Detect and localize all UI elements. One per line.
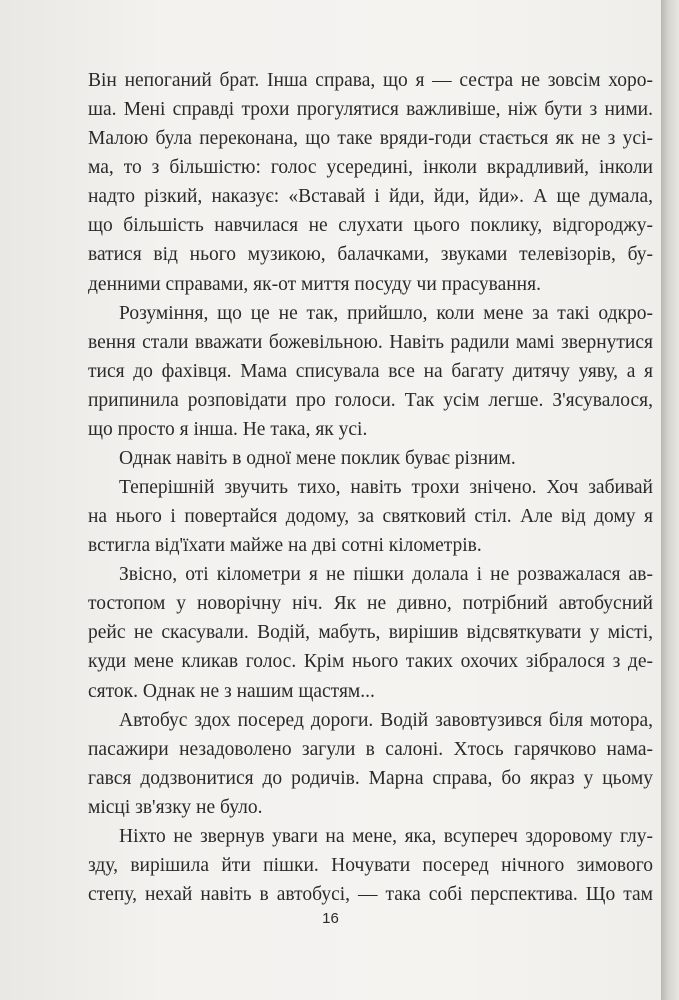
- text-line: Однак навіть в одної мене поклик буває різним.: [119, 448, 516, 469]
- text-line: денними справами, як-от миття посуду чи прасування.: [88, 274, 541, 295]
- text-line: місці зв'язку не було.: [88, 797, 263, 818]
- text-line: степу, нехай навіть в автобусі, — така собі перспектива. Що там: [88, 884, 653, 905]
- text-line: надто різкий, наказує: «Вставай і йди, йди, йди». А ще думала,: [88, 186, 653, 207]
- text-line: Розуміння, що це не так, прийшло, коли мене за такі одкро-: [119, 303, 653, 324]
- text-line: ватися від нього музикою, балачками, звуками телевізорів, бу-: [88, 244, 653, 265]
- text-line: що просто я інша. Не така, як усі.: [88, 419, 368, 440]
- text-line: тостопом у новорічну ніч. Як не дивно, потрібний автобусний: [88, 593, 653, 614]
- text-line: сяток. Однак не з нашим щастям...: [88, 681, 375, 702]
- text-line: ша. Мені справді трохи прогулятися важливіше, ніж бути з ними.: [88, 99, 653, 120]
- text-line: рейс не скасували. Водій, мабуть, вирішив відсвяткувати у місті,: [88, 622, 653, 643]
- text-line: ма, то з більшістю: голос усередині, інколи вкрадливий, інколи: [88, 157, 653, 178]
- text-line: Малою була переконана, що таке вряди-годи стається як не з усі-: [88, 128, 653, 149]
- text-line: куди мене кликав голос. Крім нього таких охочих зібралося з де-: [88, 651, 653, 672]
- text-line: Звісно, оті кілометри я не пішки долала і не розважалася ав-: [119, 564, 653, 585]
- text-line: тися до фахівця. Мама списувала все на багату дитячу уяву, а я: [88, 361, 653, 382]
- text-line: пасажири незадоволено загули в салоні. Хтось гарячково нама-: [88, 739, 653, 760]
- text-line: що більшість навчилася не слухати цього поклику, відгороджу-: [88, 215, 653, 236]
- text-line: на нього і повертайся додому, за святковий стіл. Але від дому я: [88, 506, 653, 527]
- page-number: 16: [322, 910, 339, 927]
- text-line: Теперішній звучить тихо, навіть трохи знічено. Хоч забивай: [119, 477, 653, 498]
- text-line: Він непоганий брат. Інша справа, що я — сестра не зовсім хоро-: [88, 70, 653, 91]
- text-line: Автобус здох посеред дороги. Водій завовтузився біля мотора,: [119, 710, 653, 731]
- text-line: встигла від'їхати майже на дві сотні кілометрів.: [88, 535, 482, 556]
- text-line: гався додзвонитися до родичів. Марна справа, бо якраз у цьому: [88, 768, 653, 789]
- text-line: вення стали вважати божевільною. Навіть радили мамі звернутися: [88, 332, 653, 353]
- text-line: Ніхто не звернув уваги на мене, яка, всупереч здоровому глу-: [119, 826, 653, 847]
- page-edge: [661, 0, 679, 1000]
- text-line: зду, вирішила йти пішки. Ночувати посеред нічного зимового: [88, 855, 653, 876]
- text-line: припинила розповідати про голоси. Так усім легше. З'ясувалося,: [88, 390, 653, 411]
